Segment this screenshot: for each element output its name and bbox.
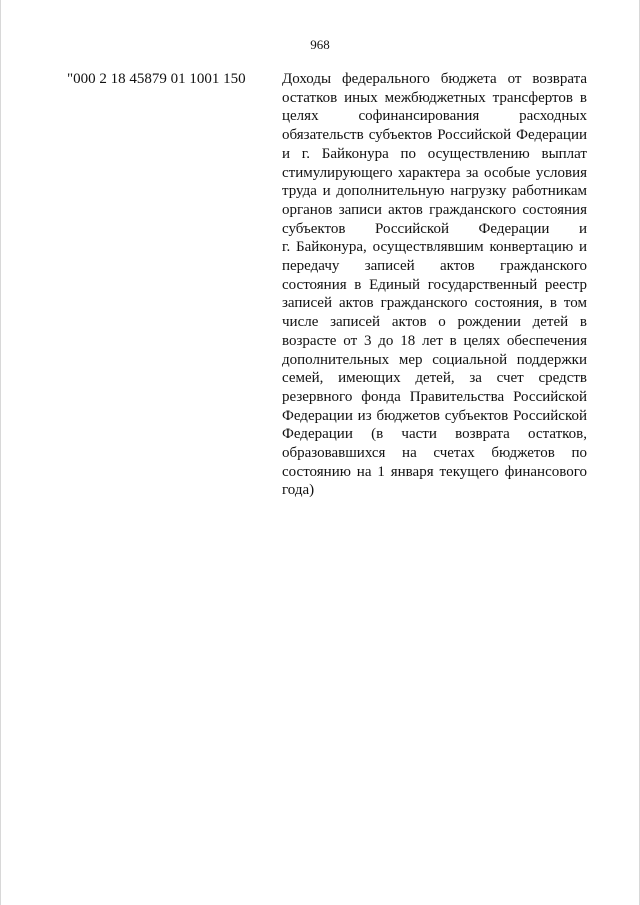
description-line: Федерации из бюджетов субъектов Российской [282, 407, 587, 424]
description-line: передачу записей актов гражданского [282, 258, 587, 275]
description-line: целях софинансирования расходных [282, 108, 587, 125]
description-line: г. Байконура, осуществлявшим конвертацию и [282, 239, 587, 256]
description-line: субъектов Российской Федерации и [282, 220, 587, 237]
description-line: Федерации (в части возврата остатков, [282, 426, 587, 443]
description-line: состоянию на 1 января текущего финансового [282, 463, 587, 480]
description-line: семей, имеющих детей, за счет средств [282, 370, 587, 387]
description-line: органов записи актов гражданского состояния [282, 201, 587, 218]
budget-classification-code: "000 2 18 45879 01 1001 150 [67, 71, 246, 87]
scan-left-edge [0, 0, 1, 905]
description-line: труда и дополнительную нагрузку работникам [282, 183, 587, 200]
page-number: 968 [310, 37, 330, 52]
description-line: образовавшихся на счетах бюджетов по [282, 445, 587, 462]
description-line: возрасте от 3 до 18 лет в целях обеспечения [282, 332, 587, 349]
description-line: стимулирующего характера за особые условия [282, 164, 587, 181]
description-line: состояния в Единый государственный реестр [282, 276, 587, 293]
description-line: резервного фонда Правительства Российской [282, 388, 587, 405]
description-line: дополнительных мер социальной поддержки [282, 351, 587, 368]
description-line: записей актов гражданского состояния, в том [282, 295, 587, 312]
income-description [282, 70, 587, 500]
description-line: и г. Байконура по осуществлению выплат [282, 145, 587, 162]
description-line: остатков иных межбюджетных трансфертов в [282, 89, 587, 106]
description-line: года) [282, 482, 315, 499]
description-line: числе записей актов о рождении детей в [282, 314, 587, 331]
description-line: обязательств субъектов Российской Федерации [282, 127, 587, 144]
description-line: Доходы федерального бюджета от возврата [282, 71, 587, 87]
